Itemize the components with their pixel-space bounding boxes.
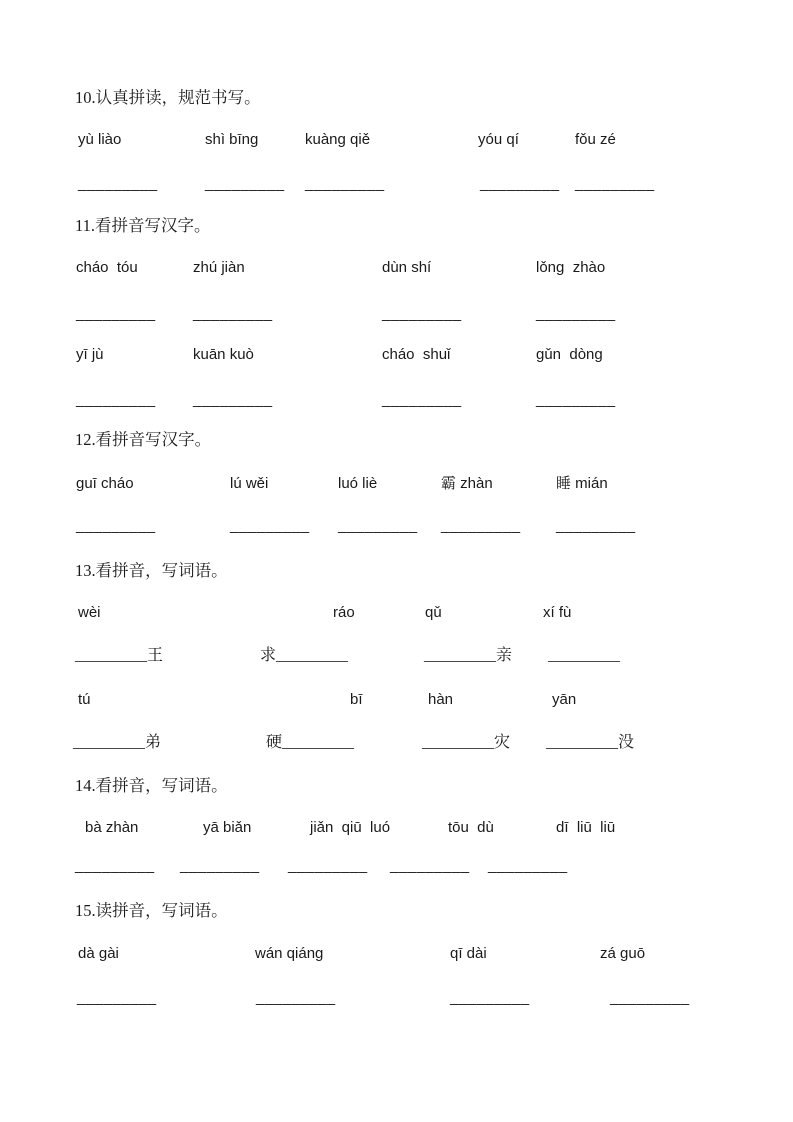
pinyin-item: zá guō: [600, 945, 646, 962]
pinyin-item: yóu qí: [478, 131, 519, 148]
pinyin-item: jiǎn qiū luó: [310, 819, 391, 836]
answer-blank: _________: [256, 989, 336, 1006]
section-11-title: 11.看拼音写汉字。: [75, 216, 211, 235]
pinyin-item: lǒng zhào: [536, 259, 606, 276]
pinyin-item: dà gài: [78, 945, 119, 962]
section-15-title: 15.读拼音，写词语。: [75, 901, 228, 920]
answer-blank: _________: [575, 175, 655, 192]
pinyin-item: kuàng qiě: [305, 131, 371, 148]
answer-with-char: 硬_________: [266, 734, 355, 751]
answer-blank: _________: [78, 175, 158, 192]
answer-with-char: _________弟: [73, 734, 162, 751]
answer-blank: _________: [76, 391, 156, 408]
pinyin-item: guī cháo: [76, 475, 134, 492]
pinyin-item: hàn: [428, 691, 454, 708]
answer-blank: _________: [288, 857, 368, 874]
section-14-title: 14.看拼音，写词语。: [75, 776, 228, 795]
answer-blank: _________: [382, 305, 462, 322]
pinyin-item: shì bīng: [205, 131, 259, 148]
pinyin-item: wán qiáng: [255, 945, 324, 962]
pinyin-item: luó liè: [338, 475, 378, 492]
pinyin-item: cháo shuǐ: [382, 346, 451, 363]
pinyin-item: tú: [78, 691, 91, 708]
answer-blank: _________: [488, 857, 568, 874]
section-12-title: 12.看拼音写汉字。: [75, 430, 212, 449]
pinyin-item: yā biǎn: [203, 819, 252, 836]
answer-blank: _________: [76, 305, 156, 322]
answer-blank: _________: [382, 391, 462, 408]
pinyin-item: tōu dù: [448, 819, 494, 836]
answer-blank: _________: [390, 857, 470, 874]
pinyin-item: bà zhàn: [85, 819, 139, 836]
answer-blank: _________: [556, 517, 636, 534]
answer-blank: _________: [230, 517, 310, 534]
section-13-title: 13.看拼音，写词语。: [75, 561, 228, 580]
pinyin-item: dī liū liū: [556, 819, 616, 836]
pinyin-item: dùn shí: [382, 259, 432, 276]
answer-blank: _________: [338, 517, 418, 534]
pinyin-item: bī: [350, 691, 363, 708]
answer-blank: _________: [536, 305, 616, 322]
answer-with-char: _________没: [546, 734, 635, 751]
answer-blank: _________: [205, 175, 285, 192]
answer-with-char: _________亲: [424, 647, 513, 664]
pinyin-item: qǔ: [425, 604, 442, 621]
pinyin-item: qī dài: [450, 945, 487, 962]
answer-blank: _________: [77, 989, 157, 1006]
answer-blank: _________: [180, 857, 260, 874]
pinyin-item: cháo tóu: [76, 259, 138, 276]
pinyin-item: wèi: [78, 604, 101, 621]
pinyin-item: yù liào: [78, 131, 122, 148]
answer-blank: _________: [305, 175, 385, 192]
pinyin-item: ráo: [333, 604, 355, 621]
answer-blank: _________: [536, 391, 616, 408]
pinyin-item: yī jù: [76, 346, 104, 363]
answer-blank: _________: [450, 989, 530, 1006]
answer-blank: _________: [610, 989, 690, 1006]
pinyin-item: 睡 mián: [556, 475, 608, 492]
pinyin-item: lú wěi: [230, 475, 269, 492]
answer-with-char: _________灾: [422, 734, 511, 751]
pinyin-item: fǒu zé: [575, 131, 616, 148]
answer-blank: _________: [480, 175, 560, 192]
answer-blank: _________: [75, 857, 155, 874]
pinyin-item: xí fù: [543, 604, 572, 621]
answer-blank: _________: [548, 647, 620, 664]
answer-blank: _________: [76, 517, 156, 534]
section-10-title: 10.认真拼读，规范书写。: [75, 88, 261, 107]
pinyin-item: kuān kuò: [193, 346, 254, 363]
pinyin-item: yān: [552, 691, 577, 708]
answer-blank: _________: [441, 517, 521, 534]
answer-with-char: _________王: [75, 647, 164, 664]
pinyin-item: zhú jiàn: [193, 259, 245, 276]
answer-with-char: 求_________: [260, 647, 349, 664]
answer-blank: _________: [193, 305, 273, 322]
pinyin-item: 霸 zhàn: [441, 475, 493, 492]
pinyin-item: gǔn dòng: [536, 346, 603, 363]
answer-blank: _________: [193, 391, 273, 408]
